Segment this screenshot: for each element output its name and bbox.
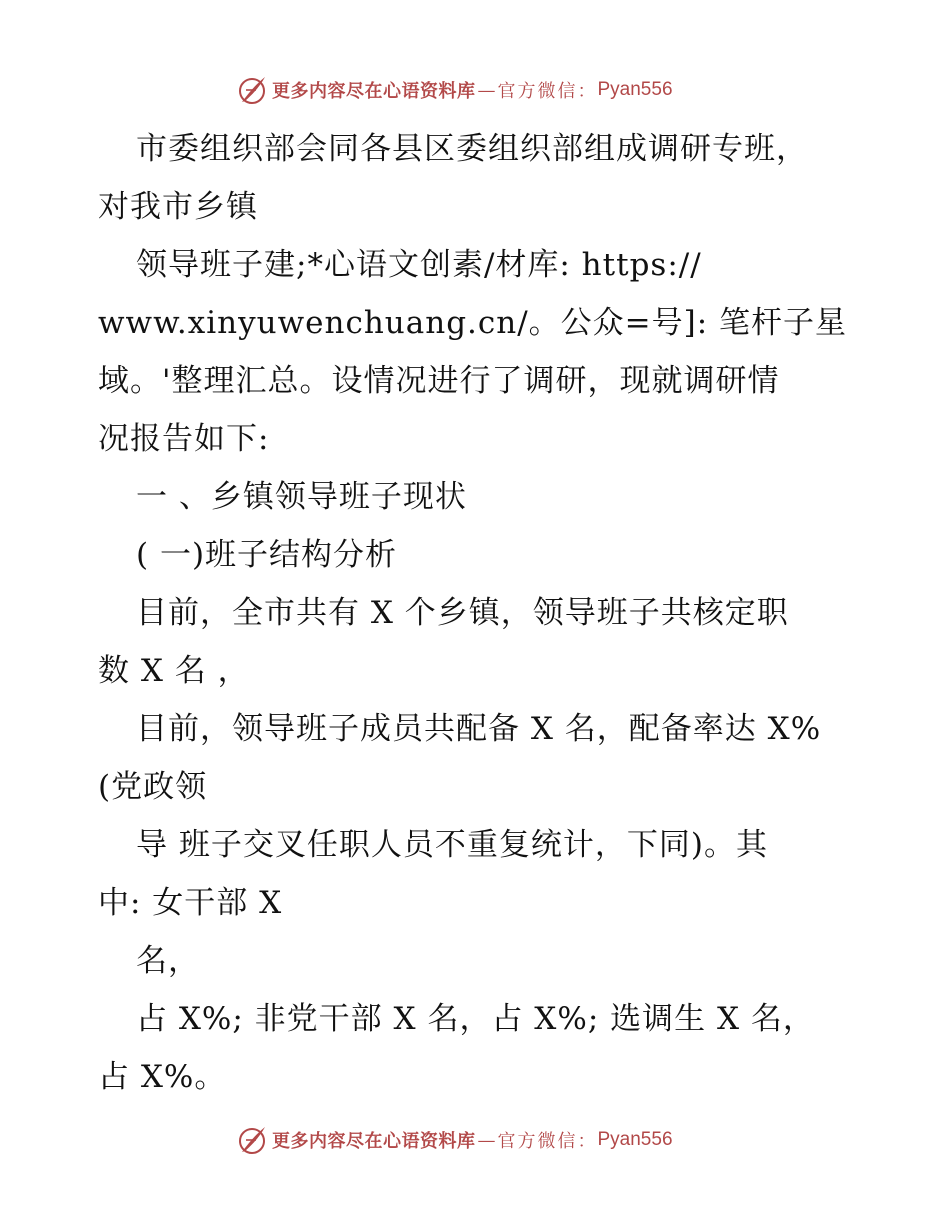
body-line: 对我市乡镇 (98, 189, 258, 225)
banner-wechat-label: 官方微信： (497, 1131, 598, 1152)
body-line: 占 X%; 非党干部 X 名，占 X%; 选调生 X 名， (136, 1001, 815, 1037)
body-line: 中: 女干部 X (98, 885, 283, 921)
body-line: 导 班子交叉任职人员不重复统计，下同)。其 (136, 827, 768, 863)
banner-title: 更多内容尽在心语资料库 (272, 81, 476, 102)
subsection-heading: ( 一)班子结构分析 (136, 537, 398, 573)
quill-logo-icon (236, 1124, 268, 1156)
body-line: 占 X%。 (98, 1059, 227, 1095)
footer-banner (236, 1122, 673, 1158)
document-body (98, 120, 858, 1106)
banner-title: 更多内容尽在心语资料库 (272, 1131, 476, 1152)
body-line: 名， (136, 943, 200, 979)
banner-dash: — (477, 79, 496, 101)
body-line: (党政领 (98, 769, 208, 805)
header-banner (236, 72, 673, 108)
banner-dash: — (477, 1129, 496, 1151)
body-line: www.xinyuwenchuang.cn/。公众=号]: 笔杆子星 (98, 305, 848, 341)
banner-wechat-id: Pyan556 (597, 79, 673, 100)
body-line: 市委组织部会同各县区委组织部组成调研专班， (136, 131, 808, 167)
body-line: 数 X 名 ， (98, 653, 250, 689)
body-line: 况报告如下: (98, 421, 270, 457)
banner-wechat-label: 官方微信： (497, 81, 598, 102)
section-heading: 一 、乡镇领导班子现状 (136, 479, 467, 515)
body-line: 目前，领导班子成员共配备 X 名，配备率达 X% (136, 711, 822, 747)
body-line: 目前，全市共有 X 个乡镇，领导班子共核定职 (136, 595, 789, 631)
banner-wechat-id: Pyan556 (597, 1129, 673, 1150)
body-line: 领导班子建;*心语文创素/材库: https:// (136, 247, 702, 283)
quill-logo-icon (236, 74, 268, 106)
body-line: 域。'整理汇总。设情况进行了调研，现就调研情 (98, 363, 780, 399)
